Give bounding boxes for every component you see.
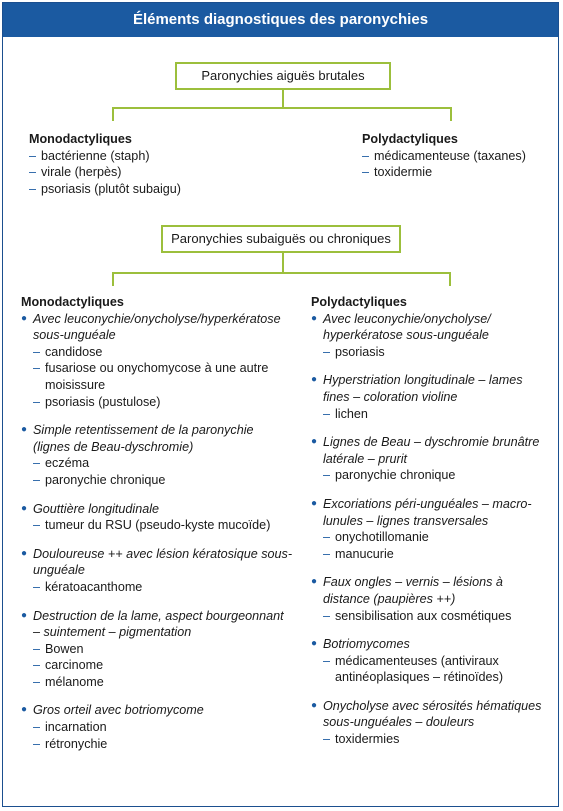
group-item: – psoriasis bbox=[311, 344, 551, 361]
group-item: – tumeur du RSU (pseudo-kyste mucoïde) bbox=[21, 517, 293, 534]
group-item: – Bowen bbox=[21, 641, 293, 658]
group-heading: ● Faux ongles – vernis – lésions à distance (paupières ++) bbox=[311, 574, 551, 607]
group-heading: ● Lignes de Beau – dyschromie brunâtre latérale – prurit bbox=[311, 434, 551, 467]
chronic-mono-column bbox=[21, 294, 293, 764]
chronic-poly-group bbox=[311, 636, 551, 686]
group-heading: ● Gouttière longitudinale bbox=[21, 501, 293, 518]
acute-mono-column bbox=[29, 131, 279, 197]
chronic-mono-group bbox=[21, 546, 293, 596]
chronic-mono-group bbox=[21, 702, 293, 752]
group-item: – toxidermies bbox=[311, 731, 551, 748]
chronic-mono-group bbox=[21, 608, 293, 691]
group-item: – sensibilisation aux cosmétiques bbox=[311, 608, 551, 625]
chronic-connector-left bbox=[112, 272, 114, 286]
chronic-mono-group bbox=[21, 501, 293, 534]
group-item: – psoriasis (pustulose) bbox=[21, 394, 293, 411]
group-heading: ● Onycholyse avec sérosités hématiques sous-unguéales – douleurs bbox=[311, 698, 551, 731]
group-item: – paronychie chronique bbox=[311, 467, 551, 484]
chronic-poly-group bbox=[311, 311, 551, 361]
chronic-connector-stem bbox=[282, 253, 284, 273]
group-heading: ● Gros orteil avec botriomycome bbox=[21, 702, 293, 719]
chronic-poly-title: Polydactyliques bbox=[311, 295, 407, 309]
group-heading: ● Botriomycomes bbox=[311, 636, 551, 653]
acute-mono-item: – psoriasis (plutôt subaigu) bbox=[29, 181, 279, 198]
group-heading: ● Excoriations péri-unguéales – macro-lunules – lignes transversales bbox=[311, 496, 551, 529]
chronic-connector-bar bbox=[112, 272, 451, 274]
group-item: – mélanome bbox=[21, 674, 293, 691]
acute-poly-column bbox=[362, 131, 557, 181]
acute-poly-item: – toxidermie bbox=[362, 164, 557, 181]
acute-connector-right bbox=[450, 107, 452, 121]
chronic-poly-group bbox=[311, 574, 551, 624]
group-item: – candidose bbox=[21, 344, 293, 361]
group-item: – onychotillomanie bbox=[311, 529, 551, 546]
group-heading: ● Hyperstriation longitudinale – lames fines – coloration violine bbox=[311, 372, 551, 405]
group-heading: ● Douloureuse ++ avec lésion kératosique sous-unguéale bbox=[21, 546, 293, 579]
diagram-frame bbox=[2, 2, 559, 807]
diagram-title: Éléments diagnostiques des paronychies bbox=[3, 3, 558, 37]
acute-poly-item: – médicamenteuse (taxanes) bbox=[362, 148, 557, 165]
chronic-mono-title: Monodactyliques bbox=[21, 295, 124, 309]
chronic-poly-group bbox=[311, 372, 551, 422]
group-item: – manucurie bbox=[311, 546, 551, 563]
chronic-poly-group bbox=[311, 698, 551, 748]
group-heading: ● Simple retentissement de la paronychie (lignes de Beau-dyschromie) bbox=[21, 422, 293, 455]
chronic-poly-column bbox=[311, 294, 551, 760]
acute-mono-item: – bactérienne (staph) bbox=[29, 148, 279, 165]
group-item: – carcinome bbox=[21, 657, 293, 674]
group-heading: ● Destruction de la lame, aspect bourgeonnant – suintement – pigmentation bbox=[21, 608, 293, 641]
group-item: – paronychie chronique bbox=[21, 472, 293, 489]
group-item: – kératoacanthome bbox=[21, 579, 293, 596]
acute-mono-title: Monodactyliques bbox=[29, 132, 132, 146]
group-item: – lichen bbox=[311, 406, 551, 423]
acute-box: Paronychies aiguës brutales bbox=[175, 62, 391, 90]
chronic-connector-right bbox=[449, 272, 451, 286]
chronic-poly-group bbox=[311, 434, 551, 484]
acute-poly-title: Polydactyliques bbox=[362, 132, 458, 146]
group-item: – incarnation bbox=[21, 719, 293, 736]
acute-connector-bar bbox=[112, 107, 452, 109]
group-heading: ● Avec leuconychie/onycholyse/hyperkératose sous-unguéale bbox=[21, 311, 293, 344]
group-item: – fusariose ou onychomycose à une autre moisissure bbox=[21, 360, 293, 393]
chronic-mono-group bbox=[21, 311, 293, 411]
group-heading: ● Avec leuconychie/onycholyse/ hyperkératose sous-unguéale bbox=[311, 311, 551, 344]
group-item: – eczéma bbox=[21, 455, 293, 472]
chronic-mono-group bbox=[21, 422, 293, 488]
acute-mono-item: – virale (herpès) bbox=[29, 164, 279, 181]
chronic-poly-group bbox=[311, 496, 551, 562]
group-item: – rétronychie bbox=[21, 736, 293, 753]
acute-connector-left bbox=[112, 107, 114, 121]
acute-connector-stem bbox=[282, 90, 284, 108]
chronic-box: Paronychies subaiguës ou chroniques bbox=[161, 225, 401, 253]
group-item: – médicamenteuses (antiviraux antinéoplasiques – rétinoïdes) bbox=[311, 653, 551, 686]
